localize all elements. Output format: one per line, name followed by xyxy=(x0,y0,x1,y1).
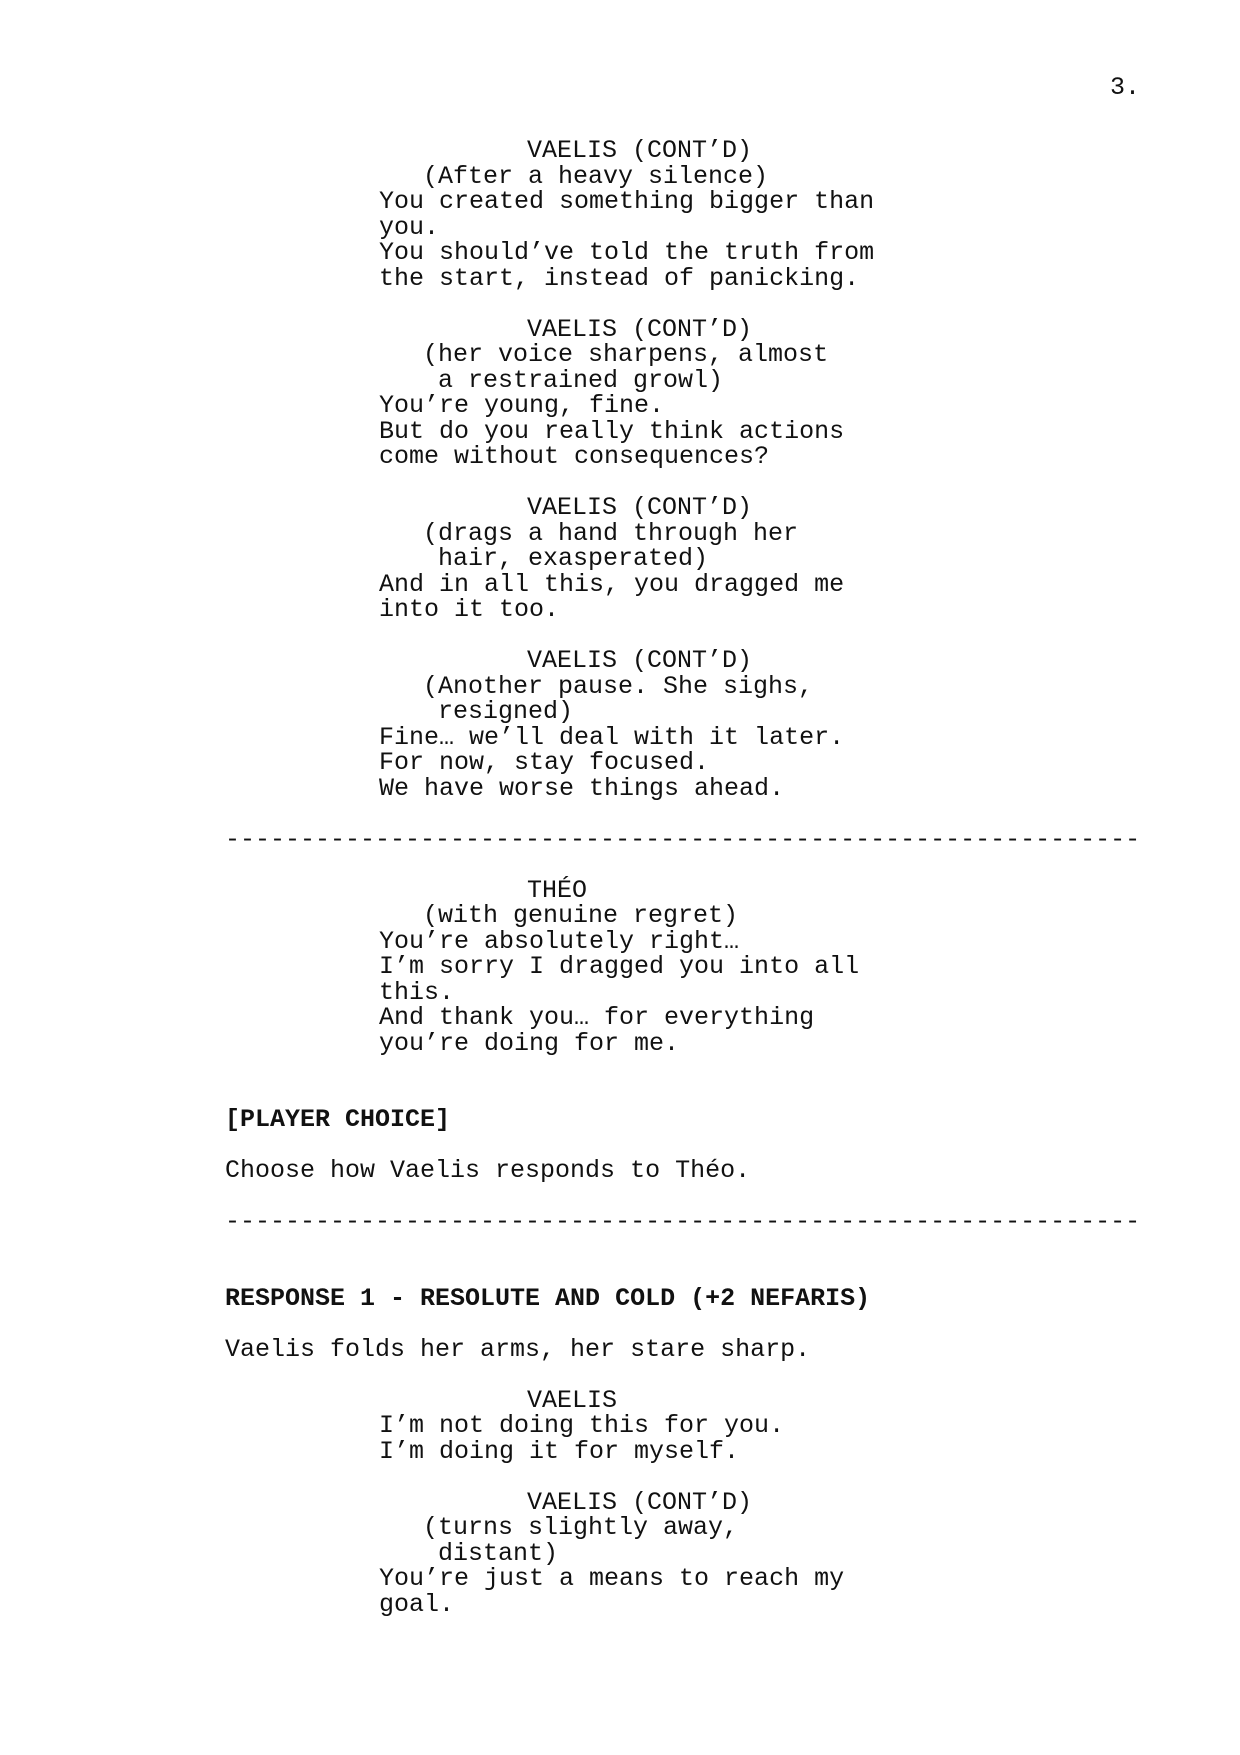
character-cue: VAELIS (CONT’D) xyxy=(527,646,753,675)
character-cue: VAELIS (CONT’D) xyxy=(527,1487,753,1517)
dialogue-line: You’re just a means to reach my xyxy=(379,1564,845,1593)
dialogue-line: this. xyxy=(379,977,455,1007)
dialogue-line: But do you really think actions xyxy=(379,416,845,446)
parenthetical: a restrained growl) xyxy=(438,365,724,395)
parenthetical: (drags a hand through her xyxy=(423,518,799,548)
parenthetical: (turns slightly away, xyxy=(423,1513,739,1542)
dialogue-line: You created something bigger than xyxy=(379,187,875,216)
parenthetical: (her voice sharpens, almost xyxy=(423,340,829,369)
dialogue-line: I’m doing it for myself. xyxy=(379,1436,740,1466)
dialogue-line: And thank you… for everything xyxy=(379,1003,815,1032)
dialogue-line: You’re absolutely right… xyxy=(379,926,740,956)
character-cue: VAELIS (CONT’D) xyxy=(527,493,753,522)
character-cue: VAELIS (CONT’D) xyxy=(527,136,753,165)
player-choice-heading: [PLAYER CHOICE] xyxy=(225,1105,451,1134)
dialogue-line: You should’ve told the truth from xyxy=(379,238,875,267)
dialogue-line: into it too. xyxy=(379,595,560,624)
parenthetical: hair, exasperated) xyxy=(438,544,709,573)
dialogue-line: You’re young, fine. xyxy=(379,391,665,420)
dialogue-block xyxy=(0,648,1240,801)
dialogue-block xyxy=(0,314,1240,471)
dialogue-block xyxy=(0,875,1240,1058)
character-cue: THÉO xyxy=(527,875,588,905)
parenthetical: (After a heavy silence) xyxy=(423,161,769,191)
player-choice-text: Choose how Vaelis responds to Théo. xyxy=(225,1156,751,1185)
dialogue-line: you. xyxy=(379,212,440,242)
parenthetical: resigned) xyxy=(438,697,574,726)
dialogue-block xyxy=(0,1385,1240,1466)
dialogue-block xyxy=(0,495,1240,623)
character-cue: VAELIS (CONT’D) xyxy=(527,314,753,344)
dialogue-block xyxy=(0,1487,1240,1619)
parenthetical: (with genuine regret) xyxy=(423,901,739,930)
parenthetical: (Another pause. She sighs, xyxy=(423,671,814,701)
section-divider: ------------------------------------------------------------- xyxy=(225,1209,1140,1235)
response-heading: RESPONSE 1 - RESOLUTE AND COLD (+2 NEFARIS) xyxy=(225,1283,871,1313)
dialogue-line: I’m sorry I dragged you into all xyxy=(379,952,860,981)
dialogue-line: We have worse things ahead. xyxy=(379,773,785,803)
action-line: Vaelis folds her arms, her stare sharp. xyxy=(225,1334,811,1364)
dialogue-block xyxy=(0,138,1240,291)
script-body xyxy=(0,138,1240,1617)
dialogue-line: For now, stay focused. xyxy=(379,748,710,777)
parenthetical: distant) xyxy=(438,1538,559,1568)
dialogue-line: the start, instead of panicking. xyxy=(379,263,860,293)
dialogue-line: you’re doing for me. xyxy=(379,1028,680,1058)
dialogue-line: And in all this, you dragged me xyxy=(379,569,845,599)
page-number: 3. xyxy=(1110,73,1141,102)
dialogue-line: come without consequences? xyxy=(379,442,770,471)
dialogue-line: goal. xyxy=(379,1589,455,1619)
dialogue-line: I’m not doing this for you. xyxy=(379,1411,785,1440)
dialogue-line: Fine… we’ll deal with it later. xyxy=(379,722,845,752)
section-divider: ------------------------------------------------------------- xyxy=(225,826,1140,852)
character-cue: VAELIS xyxy=(527,1385,618,1415)
